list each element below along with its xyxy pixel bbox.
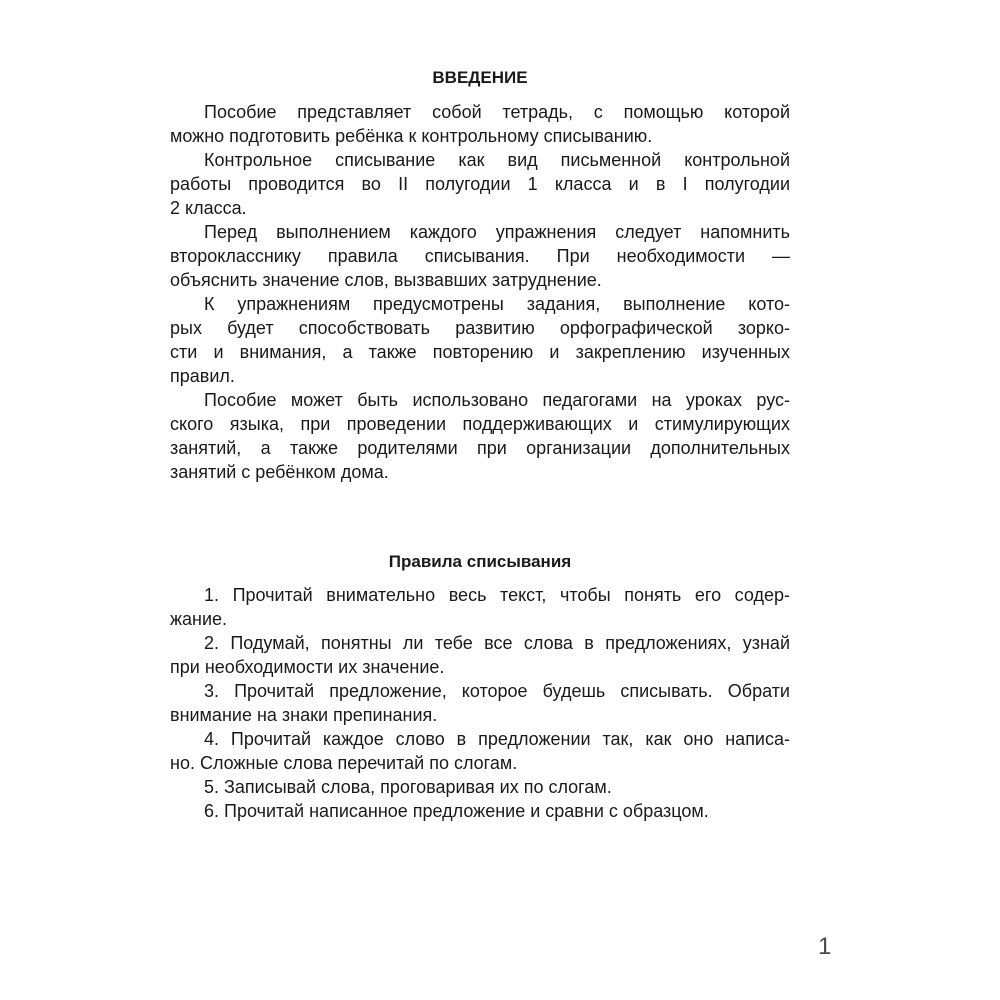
rules-title: Правила списывания <box>388 552 572 571</box>
text-line: рых будет способствовать развитию орфографической зорко- <box>170 318 790 338</box>
introduction-paragraph <box>170 388 790 484</box>
text-line: ского языка, при проведении поддерживающих и стимулирующих <box>170 414 790 434</box>
page-content <box>170 66 790 823</box>
text-line: Перед выполнением каждого упражнения следует напомнить <box>204 222 790 242</box>
text-line: жание. <box>170 609 228 629</box>
text-line: 6. Прочитай написанное предложение и сравни с образцом. <box>204 801 709 821</box>
text-line: объяснить значение слов, вызвавших затруднение. <box>170 270 602 290</box>
introduction-paragraph <box>170 220 790 292</box>
text-line: занятий с ребёнком дома. <box>170 462 389 482</box>
text-line: 5. Записывай слова, проговаривая их по слогам. <box>204 777 612 797</box>
introduction-body <box>170 100 790 484</box>
text-line: второкласснику правила списывания. При необходимости — <box>170 246 790 266</box>
text-line: Пособие представляет собой тетрадь, с помощью которой <box>204 102 790 122</box>
text-line: Пособие может быть использовано педагогами на уроках рус- <box>204 390 790 410</box>
rule-item <box>170 631 790 679</box>
text-line: 3. Прочитай предложение, которое будешь списывать. Обрати <box>204 681 790 701</box>
rules-list <box>170 583 790 823</box>
text-line: работы проводится во II полугодии 1 класса и в I полугодии <box>170 174 790 194</box>
text-line: 1. Прочитай внимательно весь текст, чтобы понять его содер- <box>204 585 790 605</box>
text-line: Контрольное списывание как вид письменной контрольной <box>204 150 790 170</box>
rule-item <box>170 679 790 727</box>
rule-item <box>170 727 790 775</box>
text-line: но. Сложные слова перечитай по слогам. <box>170 753 518 773</box>
page-number: 1 <box>818 933 832 960</box>
introduction-title: ВВЕДЕНИЕ <box>432 68 528 87</box>
rule-item <box>170 775 790 799</box>
introduction-paragraph <box>170 292 790 388</box>
text-line: занятий, а также родителями при организации дополнительных <box>170 438 790 458</box>
text-line: сти и внимания, а также повторению и закреплению изученных <box>170 342 790 362</box>
text-line: правил. <box>170 366 235 386</box>
introduction-paragraph <box>170 100 790 148</box>
text-line: 2 класса. <box>170 198 247 218</box>
text-line: можно подготовить ребёнка к контрольному списыванию. <box>170 126 653 146</box>
text-line: внимание на знаки препинания. <box>170 705 438 725</box>
rule-item <box>170 583 790 631</box>
introduction-paragraph <box>170 148 790 220</box>
text-line: К упражнениям предусмотрены задания, выполнение кото- <box>204 294 790 314</box>
text-line: 4. Прочитай каждое слово в предложении так, как оно написа- <box>204 729 790 749</box>
text-line: при необходимости их значение. <box>170 657 445 677</box>
text-line: 2. Подумай, понятны ли тебе все слова в предложениях, узнай <box>204 633 790 653</box>
rule-item <box>170 799 790 823</box>
